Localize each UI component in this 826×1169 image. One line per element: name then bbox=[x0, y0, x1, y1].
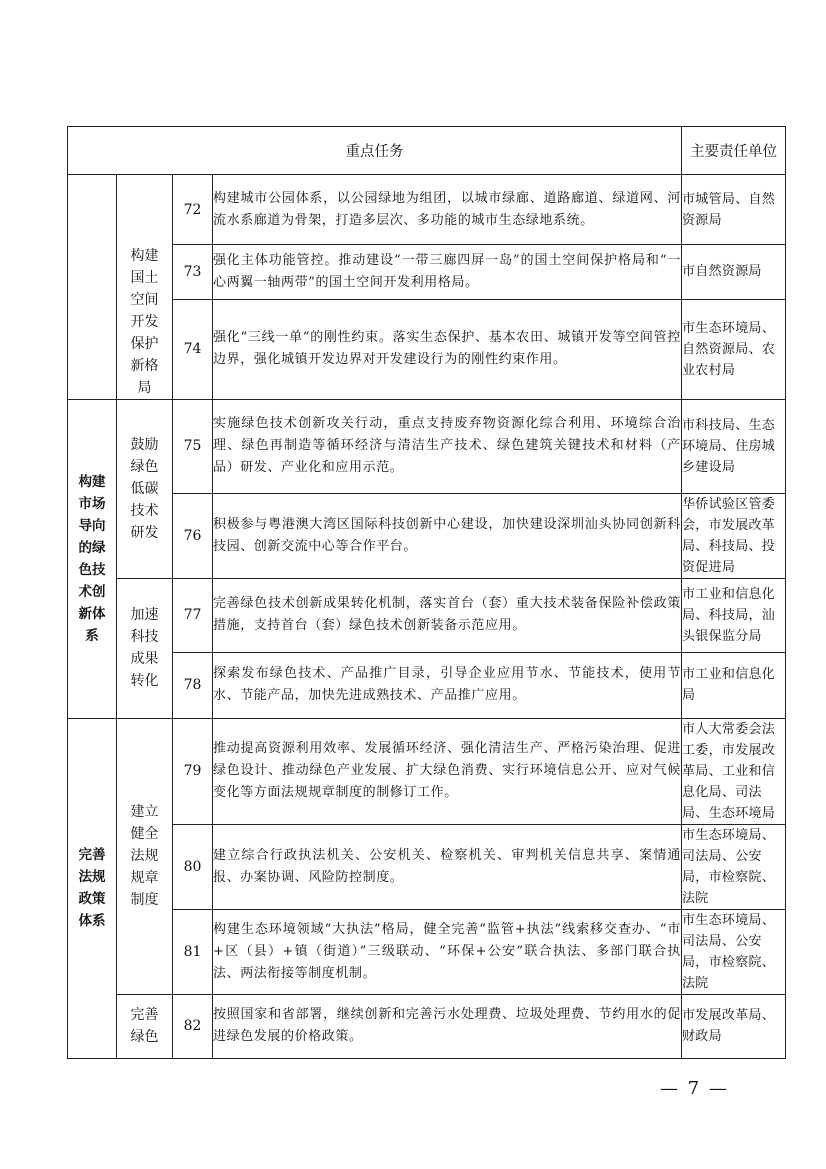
table-row bbox=[68, 175, 786, 245]
row-number: 79 bbox=[173, 718, 213, 824]
task-column-header: 重点任务 bbox=[68, 127, 682, 175]
responsible-unit: 市自然资源局 bbox=[682, 245, 786, 300]
subcategory-green-tech-rd: 鼓励绿色低碳技术研发 bbox=[117, 399, 173, 578]
page-number: — 7 — bbox=[660, 1078, 729, 1099]
responsible-unit: 市生态环境局、司法局、公安局，市检察院、法院 bbox=[682, 824, 786, 909]
task-text: 强化主体功能管控。推动建设“一带三廊四屏一岛”的国土空间保护格局和“一心两翼一轴两带”的国土空间开发利用格局。 bbox=[213, 245, 682, 300]
row-number: 81 bbox=[173, 909, 213, 994]
responsible-unit: 市人大常委会法工委，市发展改革局、工业和信息化局、司法局、生态环境局 bbox=[682, 718, 786, 824]
task-text: 推动提高资源利用效率、发展循环经济、强化清洁生产、严格污染治理、促进绿色设计、推动绿色产业发展、扩大绿色消费、实行环境信息公开、应对气候变化等方面法规规章制度的制修订工作。 bbox=[213, 718, 682, 824]
table-row bbox=[68, 399, 786, 493]
task-text: 实施绿色技术创新攻关行动，重点支持废弃物资源化综合利用、环境综合治理、绿色再制造等循环经济与清洁生产技术、绿色建筑关键技术和材料（产品）研发、产业化和应用示范。 bbox=[213, 399, 682, 493]
category-cell-continued bbox=[68, 175, 117, 400]
table-row bbox=[68, 718, 786, 824]
responsible-unit: 市城管局、自然资源局 bbox=[682, 175, 786, 245]
row-number: 75 bbox=[173, 399, 213, 493]
subcategory-green-pricing: 完善绿色 bbox=[117, 994, 173, 1058]
row-number: 76 bbox=[173, 493, 213, 578]
task-text: 构建城市公园体系，以公园绿地为组团，以城市绿廊、道路廊道、绿道网、河流水系廊道为骨架，打造多层次、多功能的城市生态绿地系统。 bbox=[213, 175, 682, 245]
table-row bbox=[68, 299, 786, 399]
row-number: 74 bbox=[173, 299, 213, 399]
unit-column-header: 主要责任单位 bbox=[682, 127, 786, 175]
task-text: 建立综合行政执法机关、公安机关、检察机关、审判机关信息共享、案情通报、办案协调、风险防控制度。 bbox=[213, 824, 682, 909]
responsible-unit: 市工业和信息化局 bbox=[682, 652, 786, 718]
responsible-unit: 市生态环境局、司法局、公安局，市检察院、法院 bbox=[682, 909, 786, 994]
table-header-row bbox=[68, 127, 786, 175]
responsible-unit: 市工业和信息化局、科技局，汕头银保监分局 bbox=[682, 578, 786, 652]
category-green-tech-innovation: 构建市场导向的绿色技术创新体系 bbox=[68, 399, 117, 718]
table-row bbox=[68, 994, 786, 1058]
table-row bbox=[68, 909, 786, 994]
task-text: 探索发布绿色技术、产品推广目录，引导企业应用节水、节能技术，使用节水、节能产品，加快先进成熟技术、产品推广应用。 bbox=[213, 652, 682, 718]
table-row bbox=[68, 245, 786, 300]
row-number: 72 bbox=[173, 175, 213, 245]
task-text: 完善绿色技术创新成果转化机制，落实首台（套）重大技术装备保险补偿政策措施，支持首台（套）绿色技术创新装备示范应用。 bbox=[213, 578, 682, 652]
task-text: 积极参与粤港澳大湾区国际科技创新中心建设，加快建设深圳汕头协同创新科技园、创新交流中心等合作平台。 bbox=[213, 493, 682, 578]
responsible-unit: 市科技局、生态环境局、住房城乡建设局 bbox=[682, 399, 786, 493]
subcategory-laws-regulations: 建立健全法规规章制度 bbox=[117, 718, 173, 994]
task-text: 构建生态环境领域“大执法”格局，健全完善“监管+执法”线索移交查办、“市+区（县）+镇（街道）”三级联动、“环保+公安”联合执法、多部门联合执法、两法衔接等制度机制。 bbox=[213, 909, 682, 994]
row-number: 82 bbox=[173, 994, 213, 1058]
table-row bbox=[68, 493, 786, 578]
row-number: 80 bbox=[173, 824, 213, 909]
task-text: 按照国家和省部署，继续创新和完善污水处理费、垃圾处理费、节约用水的促进绿色发展的价格政策。 bbox=[213, 994, 682, 1058]
responsible-unit: 市发展改革局、财政局 bbox=[682, 994, 786, 1058]
row-number: 78 bbox=[173, 652, 213, 718]
responsible-unit: 市生态环境局、自然资源局、农业农村局 bbox=[682, 299, 786, 399]
table-row bbox=[68, 652, 786, 718]
subcategory-tech-transfer: 加速科技成果转化 bbox=[117, 578, 173, 718]
table-row bbox=[68, 824, 786, 909]
task-text: 强化“三线一单”的刚性约束。落实生态保护、基本农田、城镇开发等空间管控边界，强化城镇开发边界对开发建设行为的刚性约束作用。 bbox=[213, 299, 682, 399]
category-regulations-policy: 完善法规政策体系 bbox=[68, 718, 117, 1058]
table-row bbox=[68, 578, 786, 652]
row-number: 73 bbox=[173, 245, 213, 300]
row-number: 77 bbox=[173, 578, 213, 652]
task-table bbox=[67, 126, 786, 1059]
subcategory-land-space: 构建国土空间开发保护新格局 bbox=[117, 245, 173, 400]
responsible-unit: 华侨试验区管委会，市发展改革局、科技局、投资促进局 bbox=[682, 493, 786, 578]
subcategory-cell-continued bbox=[117, 175, 173, 245]
